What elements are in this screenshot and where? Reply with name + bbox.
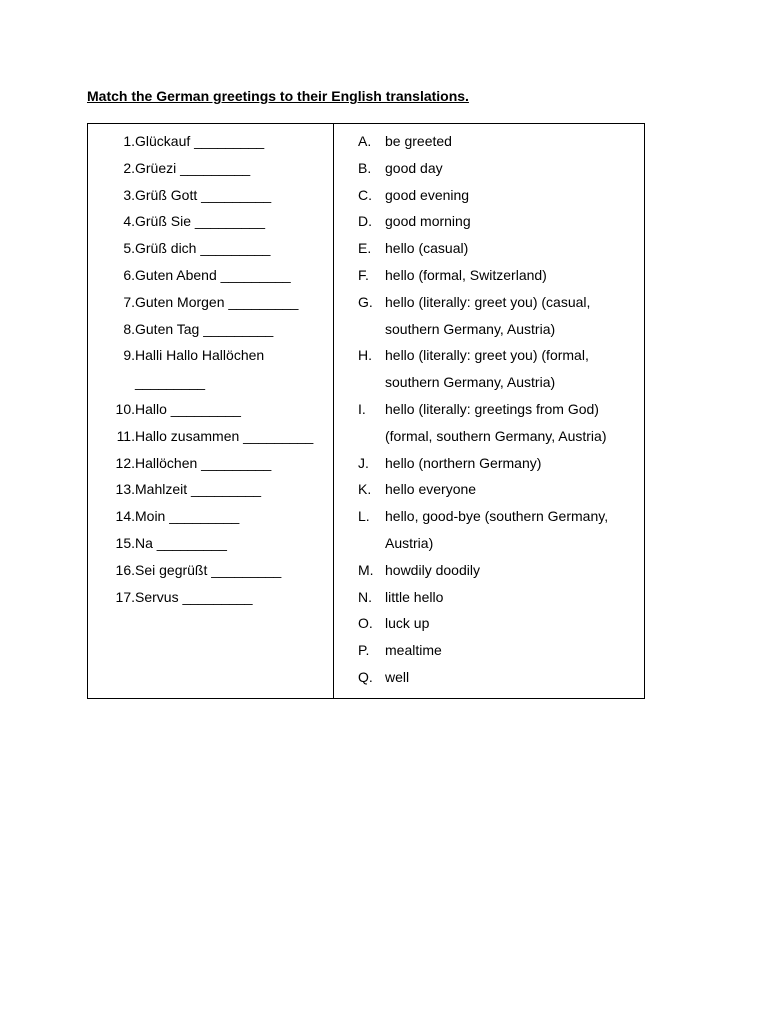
- item-letter: M.: [358, 561, 374, 578]
- item-number: 10.: [115, 400, 135, 417]
- german-item-12: [88, 450, 333, 477]
- english-item-p: [334, 637, 644, 664]
- german-item-16: [88, 557, 333, 584]
- german-item-5: [88, 235, 333, 262]
- item-letter: N.: [358, 588, 372, 605]
- item-number: 6.: [123, 266, 135, 283]
- english-item-g: [334, 289, 644, 343]
- english-item-c: [334, 182, 644, 209]
- german-item-13: [88, 476, 333, 503]
- item-letter: D.: [358, 213, 372, 230]
- item-text: good evening: [385, 186, 470, 203]
- english-item-n: [334, 584, 644, 611]
- german-item-7: [88, 289, 333, 316]
- item-number: 17.: [115, 588, 135, 605]
- german-item-17: [88, 584, 333, 611]
- item-text: Hallöchen _________: [135, 454, 272, 471]
- german-item-9: [88, 342, 333, 396]
- item-letter: Q.: [358, 668, 373, 685]
- item-text: good day: [385, 159, 443, 176]
- worksheet-title: Match the German greetings to their English translations.: [87, 88, 469, 104]
- item-number: 1.: [123, 133, 135, 149]
- item-number: 3.: [123, 186, 135, 203]
- item-letter: J.: [358, 454, 369, 471]
- item-text: luck up: [385, 615, 430, 632]
- item-number: 5.: [123, 240, 135, 257]
- german-item-14: [88, 503, 333, 530]
- item-number: 7.: [123, 293, 135, 310]
- item-letter: C.: [358, 186, 372, 203]
- item-text: Mahlzeit _________: [135, 481, 262, 498]
- item-text: little hello: [385, 588, 444, 605]
- item-letter: P.: [358, 642, 370, 659]
- german-item-11: [88, 423, 333, 450]
- item-number: 16.: [115, 561, 135, 578]
- item-text: hello (literally: greetings from God) (formal, southern Germany, Austria): [385, 400, 607, 444]
- item-text: Guten Tag _________: [135, 320, 274, 337]
- item-text: well: [385, 668, 410, 685]
- item-number: 15.: [115, 534, 135, 551]
- item-text: Halli Hallo Hallöchen _________: [135, 347, 265, 391]
- german-item-15: [88, 530, 333, 557]
- german-item-1: [88, 128, 333, 155]
- item-text: howdily doodily: [385, 561, 480, 578]
- item-text: hello everyone: [385, 481, 477, 498]
- matching-table: [87, 123, 645, 699]
- item-text: Hallo _________: [135, 400, 241, 417]
- item-text: Sei gegrüßt _________: [135, 561, 282, 578]
- german-item-2: [88, 155, 333, 182]
- english-item-b: [334, 155, 644, 182]
- english-item-d: [334, 208, 644, 235]
- item-text: Grüß dich _________: [135, 240, 271, 257]
- item-number: 9.: [123, 347, 135, 364]
- item-letter: K.: [358, 481, 372, 498]
- item-text: Moin _________: [135, 508, 240, 525]
- item-text: Guten Morgen _________: [135, 293, 299, 310]
- item-number: 8.: [123, 320, 135, 337]
- english-item-i: [334, 396, 644, 450]
- item-text: hello (literally: greet you) (casual, southern Germany, Austria): [385, 293, 591, 337]
- english-item-h: [334, 342, 644, 396]
- english-item-k: [334, 476, 644, 503]
- item-text: Hallo zusammen _________: [135, 427, 314, 444]
- item-text: mealtime: [385, 642, 442, 659]
- item-letter: B.: [358, 159, 372, 176]
- item-text: be greeted: [385, 133, 452, 149]
- german-item-10: [88, 396, 333, 423]
- german-item-4: [88, 208, 333, 235]
- item-number: 2.: [123, 159, 135, 176]
- item-text: Glückauf _________: [135, 133, 265, 149]
- item-text: Grüß Gott _________: [135, 186, 272, 203]
- item-text: good morning: [385, 213, 471, 230]
- item-number: 14.: [115, 508, 135, 525]
- item-text: Servus _________: [135, 588, 253, 605]
- item-number: 11.: [116, 427, 135, 444]
- item-letter: H.: [358, 347, 372, 364]
- english-item-j: [334, 450, 644, 477]
- english-item-m: [334, 557, 644, 584]
- german-item-8: [88, 316, 333, 343]
- english-item-l: [334, 503, 644, 557]
- english-item-f: [334, 262, 644, 289]
- item-letter: E.: [358, 240, 372, 257]
- item-text: Grüezi _________: [135, 159, 251, 176]
- item-letter: I.: [358, 400, 366, 417]
- item-letter: O.: [358, 615, 373, 632]
- english-item-o: [334, 610, 644, 637]
- item-text: hello, good-bye (southern Germany, Austria): [385, 508, 609, 551]
- english-translations-column: [334, 124, 644, 698]
- item-letter: G.: [358, 293, 373, 310]
- item-text: hello (northern Germany): [385, 454, 542, 471]
- item-letter: A.: [358, 133, 372, 149]
- english-item-q: [334, 664, 644, 691]
- item-text: hello (formal, Switzerland): [385, 266, 547, 283]
- item-letter: L.: [358, 508, 370, 525]
- item-text: hello (literally: greet you) (formal, southern Germany, Austria): [385, 347, 589, 391]
- item-number: 13.: [115, 481, 135, 498]
- item-number: 12.: [115, 454, 135, 471]
- german-item-3: [88, 182, 333, 209]
- german-item-6: [88, 262, 333, 289]
- item-text: Na _________: [135, 534, 227, 551]
- item-letter: F.: [358, 266, 369, 283]
- german-greetings-list: [88, 124, 333, 610]
- german-greetings-column: [88, 124, 334, 698]
- item-number: 4.: [123, 213, 135, 230]
- english-translations-list: [334, 124, 644, 691]
- item-text: hello (casual): [385, 240, 469, 257]
- english-item-a: [334, 128, 644, 155]
- item-text: Guten Abend _________: [135, 266, 291, 283]
- english-item-e: [334, 235, 644, 262]
- item-text: Grüß Sie _________: [135, 213, 265, 230]
